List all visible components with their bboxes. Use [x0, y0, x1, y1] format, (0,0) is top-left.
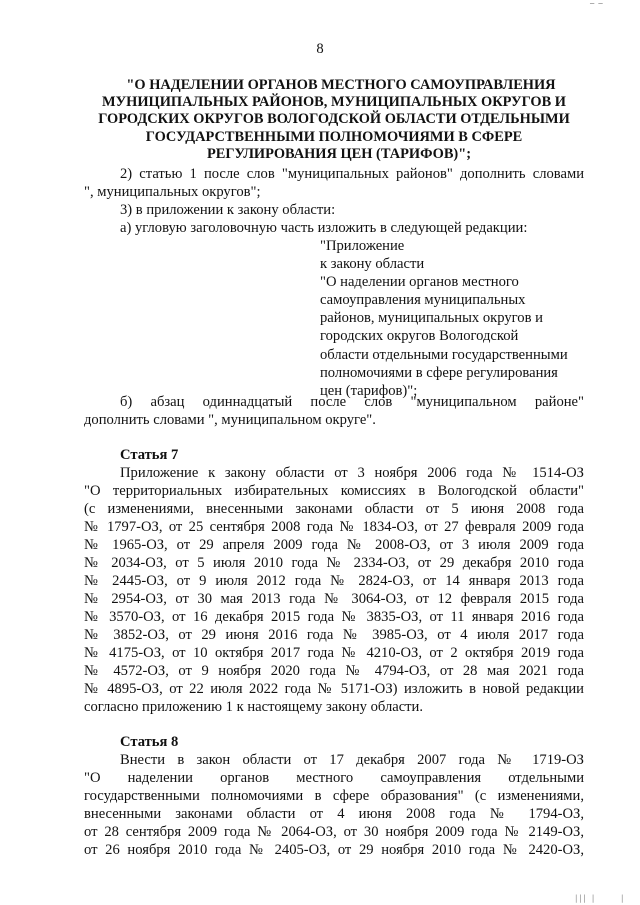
paragraph-line: б) абзац одиннадцатый после слов "муниципальном районе" — [120, 394, 584, 410]
article-heading: Статья 8 — [120, 734, 179, 750]
paragraph-line: 3) в приложении к закону области: — [120, 202, 336, 218]
title-line: "О НАДЕЛЕНИИ ОРГАНОВ МЕСТНОГО САМОУПРАВЛЕНИЯ — [126, 77, 556, 93]
title-line: ГОРОДСКИХ ОКРУГОВ ВОЛОГОДСКОЙ ОБЛАСТИ ОТДЕЛЬНЫМИ — [98, 111, 570, 128]
paragraph-line: дополнить словами ", муниципальном округе". — [84, 412, 376, 428]
paragraph-line: № 4175-ОЗ, от 10 октября 2017 года № 4210-ОЗ, от 2 октября 2019 года — [84, 645, 584, 661]
appendix-heading-line: полномочиями в сфере регулирования — [320, 364, 558, 381]
paragraph-line: ", муниципальных округов"; — [84, 184, 261, 200]
document-title — [84, 77, 584, 163]
paragraph-line: № 1797-ОЗ, от 25 сентября 2008 года № 1834-ОЗ, от 27 февраля 2009 года — [84, 519, 584, 535]
title-line: ГОСУДАРСТВЕННЫМИ ПОЛНОМОЧИЯМИ В СФЕРЕ — [145, 128, 523, 145]
appendix-heading-line: "О наделении органов местного — [320, 274, 519, 291]
paragraph-line: № 1965-ОЗ, от 29 апреля 2009 года № 2008-ОЗ, от 3 июля 2009 года — [84, 537, 584, 553]
scan-mark: │ — [620, 895, 625, 903]
appendix-heading-line: "Приложение — [320, 238, 405, 254]
appendix-corner-heading — [320, 237, 590, 400]
paragraph-line: от 26 ноября 2010 года № 2405-ОЗ, от 29 ноября 2010 года № 2420-ОЗ, — [84, 842, 584, 858]
paragraph-line: № 2034-ОЗ, от 5 июля 2010 года № 2334-ОЗ, от 29 декабря 2010 года — [84, 555, 584, 571]
appendix-heading-line: цен (тарифов)"; — [320, 382, 418, 399]
title-line: МУНИЦИПАЛЬНЫХ РАЙОНОВ, МУНИЦИПАЛЬНЫХ ОКРУГОВ И — [101, 94, 567, 111]
paragraph-line: № 3852-ОЗ, от 29 июня 2016 года № 3985-ОЗ, от 4 июля 2017 года — [84, 627, 584, 643]
title-line: РЕГУЛИРОВАНИЯ ЦЕН (ТАРИФОВ)"; — [206, 145, 472, 162]
article-heading: Статья 7 — [120, 447, 179, 463]
appendix-heading-line: районов, муниципальных округов и — [320, 310, 543, 327]
paragraph-line: "О наделении органов местного самоуправления отдельными — [84, 770, 584, 786]
paragraph-line: № 2445-ОЗ, от 9 июля 2012 года № 2824-ОЗ, от 14 января 2013 года — [84, 573, 584, 589]
paragraph-line: согласно приложению 1 к настоящему закону области. — [84, 699, 424, 715]
appendix-heading-line: к закону области — [320, 256, 425, 273]
paragraph-line: Приложение к закону области от 3 ноября 2006 года № 1514-ОЗ — [120, 465, 584, 481]
paragraph-line: "О территориальных избирательных комиссиях в Вологодской области" — [84, 483, 584, 499]
scan-mark: ─ ─ — [590, 0, 603, 8]
paragraph-line: № 2954-ОЗ, от 30 мая 2013 года № 3064-ОЗ, от 12 февраля 2015 года — [84, 591, 584, 607]
paragraph-line: (с изменениями, внесенными законами области от 5 июня 2008 года — [84, 501, 584, 517]
appendix-heading-line: самоуправления муниципальных — [320, 292, 526, 309]
paragraph-line: № 4572-ОЗ, от 9 ноября 2020 года № 4794-ОЗ, от 28 мая 2021 года — [84, 663, 584, 679]
paragraph-line: государственными полномочиями в сфере образования" (с изменениями, — [84, 788, 584, 804]
page-number: 8 — [316, 41, 324, 57]
appendix-heading-line: области отдельными государственными — [320, 346, 568, 363]
paragraph-line: Внести в закон области от 17 декабря 2007 года № 1719-ОЗ — [120, 752, 584, 768]
paragraph-line: 2) статью 1 после слов "муниципальных районов" дополнить словами — [120, 166, 584, 182]
paragraph-line: а) угловую заголовочную часть изложить в следующей редакции: — [120, 220, 528, 236]
appendix-heading-line: городских округов Вологодской — [320, 328, 519, 345]
paragraph-line: от 28 сентября 2009 года № 2064-ОЗ, от 30 ноября 2009 года № 2149-ОЗ, — [84, 824, 584, 840]
paragraph-line: № 3570-ОЗ, от 16 декабря 2015 года № 3835-ОЗ, от 11 января 2016 года — [84, 609, 584, 625]
paragraph-line: № 4895-ОЗ, от 22 июля 2022 года № 5171-ОЗ) изложить в новой редакции — [84, 681, 584, 697]
paragraph-line: внесенными законами области от 4 июня 2008 года № 1794-ОЗ, — [84, 806, 584, 822]
scan-mark: │││ │ — [574, 895, 596, 903]
